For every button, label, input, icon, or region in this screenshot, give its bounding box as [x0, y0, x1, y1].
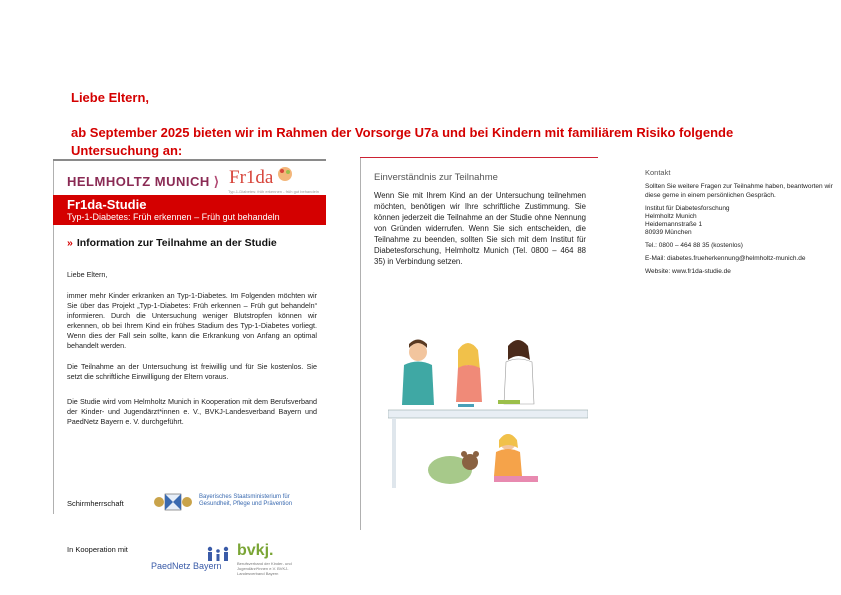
paednetz-logo: PaedNetz Bayern	[151, 561, 222, 571]
helmholtz-logo-mark: ⟩	[213, 174, 220, 189]
top-rule	[53, 159, 326, 161]
coop-label: In Kooperation mit	[67, 545, 128, 554]
study-banner	[53, 195, 326, 225]
address-line-1: Institut für Diabetesforschung	[645, 205, 730, 212]
patron-label: Schirmherrschaft	[67, 499, 124, 508]
ministry-name: Bayerisches Staatsministerium für Gesundheit, Pflege und Prävention	[199, 494, 293, 507]
family-doctor-illustration	[388, 330, 588, 490]
study-title: Fr1da-Studie	[67, 197, 147, 212]
flyer-front-panel	[53, 159, 326, 514]
contact-website[interactable]: Website: www.fr1da-studie.de	[645, 268, 731, 275]
paragraph-3: Die Studie wird vom Helmholtz Munich in Kooperation mit dem Berufsverband der Kinder- und Jugendärzt*innen e. V., BVKJ-Landesverband Bayern und PaedNetz Bayern e. V. durchgeführt.	[67, 397, 317, 426]
chevron-right-icon: »	[67, 237, 73, 249]
paragraph-1: immer mehr Kinder erkranken an Typ-1-Diabetes. Im Folgenden möchten wir Sie über das Projekt „Typ-1-Diabetes: Früh erkennen – Früh gut behandeln“ informieren. Durch die Untersuchung weniger Blutstropfen können wir erkennen, ob bei Ihrem Kind ein frühes Stadium des Typ-1-Diabetes vorliegt. Wenn dies der Fall sein sollte, kann die Erkrankung von Anfang an optimal behandelt werden.	[67, 291, 317, 350]
contact-email[interactable]: E-Mail: diabetes.frueherkennung@helmholtz-munich.de	[645, 255, 806, 262]
paednetz-family-icon	[205, 546, 231, 562]
frida-logo-subtitle: Typ-1-Diabetes: früh erkennen - früh gut behandeln	[228, 189, 319, 194]
flyer-middle-rule	[360, 157, 598, 158]
address-line-4: 80939 München	[645, 229, 692, 236]
frida-logo-icon	[274, 165, 296, 187]
paragraph-2: Die Teilnahme an der Untersuchung ist freiwillig und für Sie kostenlos. Sie setzt die schriftliche Einwilligung der Eltern voraus.	[67, 362, 317, 381]
frida-logo: Fr1da	[229, 167, 274, 188]
bvkj-logo-subtitle: Berufsverband der Kinder- und Jugendärzt*innen e.V. BVKJ-Landesverband Bayern	[237, 561, 292, 576]
contact-phone: Tel.: 0800 – 464 88 35 (kostenlos)	[645, 242, 743, 249]
consent-text: Wenn Sie mit Ihrem Kind an der Untersuchung teilnehmen möchten, benötigen wir Ihre schriftliche Zustimmung. Sie können jederzeit die Teilnahme an der Studie ohne Nennung von Gründen widerrufen. Wenn Sie sich entscheiden, die Teilnahme zu beenden, sollten Sie sich mit dem Institut für Diabetesforschung, Helmholtz Munich (Tel. 0800 – 464 88 35) in Verbindung setzen.	[374, 191, 586, 266]
consent-title: Einverständnis zur Teilnahme	[374, 172, 498, 183]
contact-title: Kontakt	[645, 168, 671, 177]
info-heading	[67, 237, 277, 249]
helmholtz-logo-text: HELMHOLTZ MUNICH	[67, 174, 210, 189]
page-intro: ab September 2025 bieten wir im Rahmen der Vorsorge U7a und bei Kindern mit familiärem Risiko folgende Untersuchung an:	[71, 125, 734, 158]
study-subtitle: Typ-1-Diabetes: Früh erkennen – Früh gut behandeln	[67, 212, 280, 222]
address-line-2: Helmholtz Munich	[645, 213, 697, 220]
flyer-middle-border	[360, 157, 361, 530]
address-line-3: Heidemannstraße 1	[645, 221, 703, 228]
page-greeting: Liebe Eltern,	[71, 90, 150, 105]
salutation: Liebe Eltern,	[67, 270, 108, 279]
bavaria-coat-of-arms-icon	[153, 492, 193, 512]
info-heading-text: Information zur Teilnahme an der Studie	[76, 237, 277, 249]
bvkj-logo: bvkj.	[237, 542, 274, 559]
helmholtz-logo	[67, 174, 220, 190]
contact-intro: Sollten Sie weitere Fragen zur Teilnahme haben, beantworten wir diese gerne in einem persönlichen Gespräch.	[645, 183, 833, 199]
